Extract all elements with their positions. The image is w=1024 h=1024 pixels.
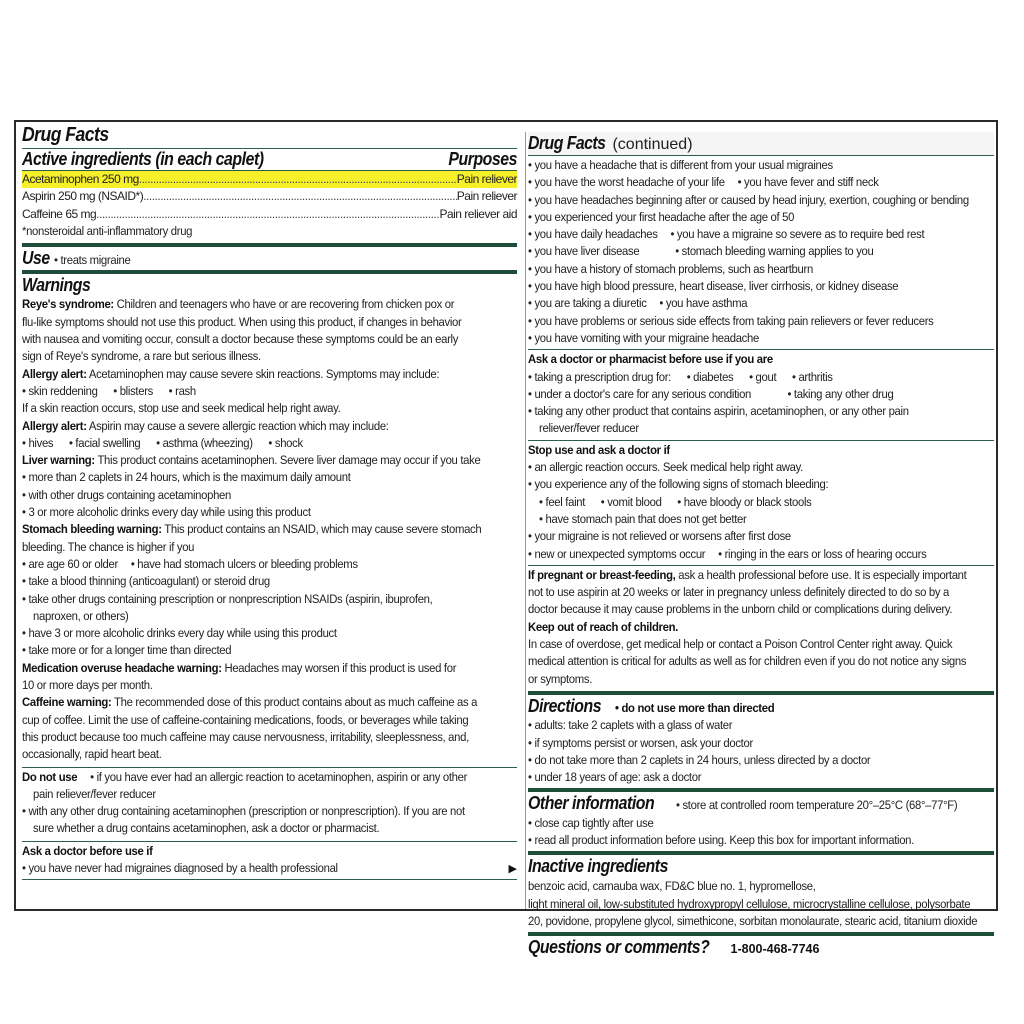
use-section <box>22 248 517 269</box>
list-item: sure whether a drug contains acetaminophen, ask a doctor or pharmacist. <box>33 821 380 836</box>
liver-warning-text: This product contains acetaminophen. Severe liver damage may occur if you take <box>94 453 481 468</box>
stomach-warning-text: This product contains an NSAID, which may cause severe stomach <box>161 522 482 537</box>
list-item: • 3 or more alcoholic drinks every day while using this product <box>22 505 311 520</box>
continued-arrow-icon: ▶ <box>508 862 517 875</box>
phone-number[interactable]: 1-800-468-7746 <box>730 942 820 957</box>
list-item: • take a blood thinning (anticoagulant) or steroid drug <box>22 574 270 589</box>
stomach-warning-label: Stomach bleeding warning: <box>22 522 162 537</box>
allergy-alert-text: Acetaminophen may cause severe skin reactions. Symptoms may include: <box>86 366 440 381</box>
list-item: • gout <box>749 369 777 384</box>
keep-out-text: medical attention is critical for adults as well as for children even if you do not notice any signs <box>528 654 967 669</box>
allergy-alert-text: Aspirin may cause a severe allergic reaction which may include: <box>86 418 389 433</box>
list-item: • under 18 years of age: ask a doctor <box>528 770 702 785</box>
inactive-ingredients-text: light mineral oil, low-substituted hydroxypropyl cellulose, microcrystalline cellulose, polysorbate <box>528 896 971 911</box>
list-item: • you have the worst headache of your life <box>528 175 725 190</box>
list-item: • have stomach pain that does not get better <box>539 511 747 526</box>
ask-doctor-continued-list <box>528 157 994 347</box>
list-item: • taking any other product that contains aspirin, acetaminophen, or any other pain <box>528 404 909 419</box>
other-information-section <box>528 793 994 849</box>
inactive-ingredients-section <box>528 856 994 930</box>
list-item: • with any other drug containing acetaminophen (prescription or nonprescription). If you are not <box>22 804 465 819</box>
ingredient-row <box>22 206 517 223</box>
list-item: • you experienced your first headache after the age of 50 <box>528 209 795 224</box>
list-item: • you have high blood pressure, heart disease, liver cirrhosis, or kidney disease <box>528 279 899 294</box>
reyes-text: flu-like symptoms should not use this product. When using this product, if changes in behavior <box>22 314 462 329</box>
list-item: • skin reddening <box>22 383 98 398</box>
list-item: • you have headaches beginning after or caused by head injury, exertion, coughing or bending <box>528 192 969 207</box>
inactive-ingredients-text: 20, povidone, propylene glycol, simethicone, sorbitan monolaurate, stearic acid, titanium dioxide <box>528 913 978 928</box>
warnings-heading: Warnings <box>22 275 91 296</box>
list-item: • have 3 or more alcoholic drinks every day while using this product <box>22 626 337 641</box>
pregnancy-section <box>528 567 994 619</box>
ask-pharmacist-heading: Ask a doctor or pharmacist before use if you are <box>528 352 773 367</box>
list-item: • taking any other drug <box>787 386 894 401</box>
overuse-warning-label: Medication overuse headache warning: <box>22 660 222 675</box>
liver-warning-label: Liver warning: <box>22 453 95 468</box>
list-item: • you have problems or serious side effects from taking pain relievers or fever reducers <box>528 313 934 328</box>
list-item: • are age 60 or older <box>22 556 118 571</box>
list-item: • you have daily headaches <box>528 227 658 242</box>
reyes-text: with nausea and vomiting occur, consult a doctor because these symptoms could be an early <box>22 332 459 347</box>
list-item: • diabetes <box>686 369 734 384</box>
list-item: • read all product information before using. Keep this box for important information. <box>528 832 914 847</box>
overuse-warning-text: 10 or more days per month. <box>22 678 153 693</box>
list-item: • do not take more than 2 caplets in 24 hours, unless directed by a doctor <box>528 752 871 767</box>
list-item: • adults: take 2 caplets with a glass of water <box>528 718 733 733</box>
list-item: • you are taking a diuretic <box>528 296 647 311</box>
list-item: • stomach bleeding warning applies to you <box>675 244 874 259</box>
list-item: • shock <box>268 435 303 450</box>
list-item: • take more or for a longer time than directed <box>22 643 232 658</box>
ingredient-purpose: Pain reliever <box>456 189 517 204</box>
list-item: pain reliever/fever reducer <box>33 786 156 801</box>
allergy-alert-label: Allergy alert: <box>22 418 87 433</box>
nsaid-footnote: *nonsteroidal anti-inflammatory drug <box>22 223 193 238</box>
list-item: • feel faint <box>539 494 586 509</box>
keep-out-heading: Keep out of reach of children. <box>528 619 679 634</box>
list-item: • you have never had migraines diagnosed by a health professional <box>22 860 338 875</box>
list-item: • you have a migraine so severe as to require bed rest <box>670 227 925 242</box>
keep-out-text: In case of overdose, get medical help or contact a Poison Control Center right away. Quick <box>528 637 953 652</box>
caffeine-warning-text: occasionally, rapid heart beat. <box>22 747 162 762</box>
allergy-alert-text: If a skin reaction occurs, stop use and seek medical help right away. <box>22 401 341 416</box>
use-heading: Use <box>22 248 50 269</box>
stop-use-section <box>528 442 994 563</box>
list-item: • if you have ever had an allergic reaction to acetaminophen, aspirin or any other <box>90 769 468 784</box>
list-item: • ringing in the ears or loss of hearing occurs <box>718 546 927 561</box>
drug-facts-label <box>14 120 998 958</box>
list-item: • your migraine is not relieved or worsens after first dose <box>528 529 791 544</box>
pregnancy-text: doctor because it may cause problems in the unborn child or complications during delivery. <box>528 602 953 617</box>
continued-label: (continued) <box>608 136 693 153</box>
pregnancy-label: If pregnant or breast-feeding, <box>528 567 676 582</box>
do-not-use-label: Do not use <box>22 769 78 784</box>
caffeine-warning-text: cup of coffee. Limit the use of caffeine-containing medications, foods, or beverages while taking <box>22 712 469 727</box>
overuse-warning-text: Headaches may worsen if this product is used for <box>221 660 457 675</box>
drug-facts-continued-title: Drug Facts <box>528 133 606 153</box>
stop-use-heading: Stop use and ask a doctor if <box>528 442 670 457</box>
list-item: • have had stomach ulcers or bleeding problems <box>130 556 358 571</box>
allergy-alert-label: Allergy alert: <box>22 366 87 381</box>
keep-out-section <box>528 619 994 688</box>
reyes-text: sign of Reye's syndrome, a rare but serious illness. <box>22 349 261 364</box>
ask-doctor-section <box>22 843 517 879</box>
list-item: • with other drugs containing acetaminophen <box>22 487 231 502</box>
ingredient-name: Aspirin 250 mg (NSAID*) <box>22 189 144 204</box>
list-item: • asthma (wheezing) <box>156 435 253 450</box>
list-item: • store at controlled room temperature 20°–25°C (68°–77°F) <box>675 798 958 813</box>
questions-section <box>528 937 994 958</box>
inactive-ingredients-text: benzoic acid, carnauba wax, FD&C blue no. 1, hypromellose, <box>528 879 816 894</box>
list-item: • more than 2 caplets in 24 hours, which is the maximum daily amount <box>22 470 351 485</box>
allergy-symptom-list <box>22 435 514 452</box>
list-item: • blisters <box>113 383 153 398</box>
list-item: • you have asthma <box>659 296 748 311</box>
drug-facts-right-panel <box>525 132 994 958</box>
list-item: • hives <box>22 435 54 450</box>
list-item: • if symptoms persist or worsen, ask your doctor <box>528 735 753 750</box>
allergy-symptom-list <box>22 383 514 400</box>
list-item: • under a doctor's care for any serious condition <box>528 386 752 401</box>
inactive-ingredients-heading: Inactive ingredients <box>528 856 668 877</box>
list-item: • you have liver disease <box>528 244 640 259</box>
list-item: • taking a prescription drug for: <box>528 369 672 384</box>
list-item: • you have a history of stomach problems, such as heartburn <box>528 261 813 276</box>
warnings-section <box>22 275 517 763</box>
caffeine-warning-label: Caffeine warning: <box>22 695 112 710</box>
ingredient-purpose: Pain reliever aid <box>439 206 517 221</box>
ask-doctor-heading: Ask a doctor before use if <box>22 843 153 858</box>
reyes-label: Reye's syndrome: <box>22 297 114 312</box>
purposes-heading: Purposes <box>448 149 517 169</box>
pregnancy-text: not to use aspirin at 20 weeks or later in pregnancy unless definitely directed to do so by a <box>528 585 949 600</box>
active-ingredients-heading: Active ingredients (in each caplet) <box>22 149 264 169</box>
list-item: • arthritis <box>791 369 833 384</box>
directions-section <box>528 696 994 786</box>
list-item: naproxen, or others) <box>33 608 129 623</box>
caffeine-warning-text: this product because too much caffeine may cause nervousness, irritability, sleeplessness, and, <box>22 729 469 744</box>
list-item: reliever/fever reducer <box>539 421 639 436</box>
list-item: • close cap tightly after use <box>528 815 654 830</box>
list-item: • new or unexpected symptoms occur <box>528 546 706 561</box>
list-item: • do not use more than directed <box>615 700 775 715</box>
ask-pharmacist-section <box>528 351 994 437</box>
list-item: • take other drugs containing prescription or nonprescription NSAIDs (aspirin, ibuprofen, <box>22 591 433 606</box>
directions-heading: Directions <box>528 695 602 716</box>
keep-out-text: or symptoms. <box>528 671 593 686</box>
list-item: • you experience any of the following signs of stomach bleeding: <box>528 477 829 492</box>
drug-facts-left-panel <box>22 122 517 909</box>
use-text: • treats migraine <box>53 253 131 268</box>
other-information-heading: Other information <box>528 793 655 814</box>
ingredient-name: Acetaminophen 250 mg <box>22 172 139 186</box>
ingredient-row <box>22 171 517 188</box>
list-item: • you have fever and stiff neck <box>737 175 879 190</box>
stomach-warning-text: bleeding. The chance is higher if you <box>22 539 195 554</box>
questions-heading: Questions or comments? <box>528 937 710 958</box>
ingredient-name: Caffeine 65 mg <box>22 206 97 221</box>
do-not-use-section <box>22 769 517 838</box>
ingredient-row <box>22 188 517 205</box>
list-item: • an allergic reaction occurs. Seek medical help right away. <box>528 460 803 475</box>
reyes-text: Children and teenagers who have or are recovering from chicken pox or <box>113 297 455 312</box>
list-item: • you have vomiting with your migraine headache <box>528 330 759 345</box>
list-item: • vomit blood <box>600 494 662 509</box>
list-item: • facial swelling <box>68 435 141 450</box>
pregnancy-text: ask a health professional before use. It is especially important <box>675 567 967 582</box>
ingredient-purpose: Pain reliever <box>456 172 517 186</box>
list-item: • you have a headache that is different from your usual migraines <box>528 158 833 172</box>
list-item: • have bloody or black stools <box>677 494 812 509</box>
list-item: • rash <box>168 383 196 398</box>
caffeine-warning-text: The recommended dose of this product contains about as much caffeine as a <box>111 695 478 710</box>
drug-facts-title: Drug Facts <box>22 124 109 146</box>
